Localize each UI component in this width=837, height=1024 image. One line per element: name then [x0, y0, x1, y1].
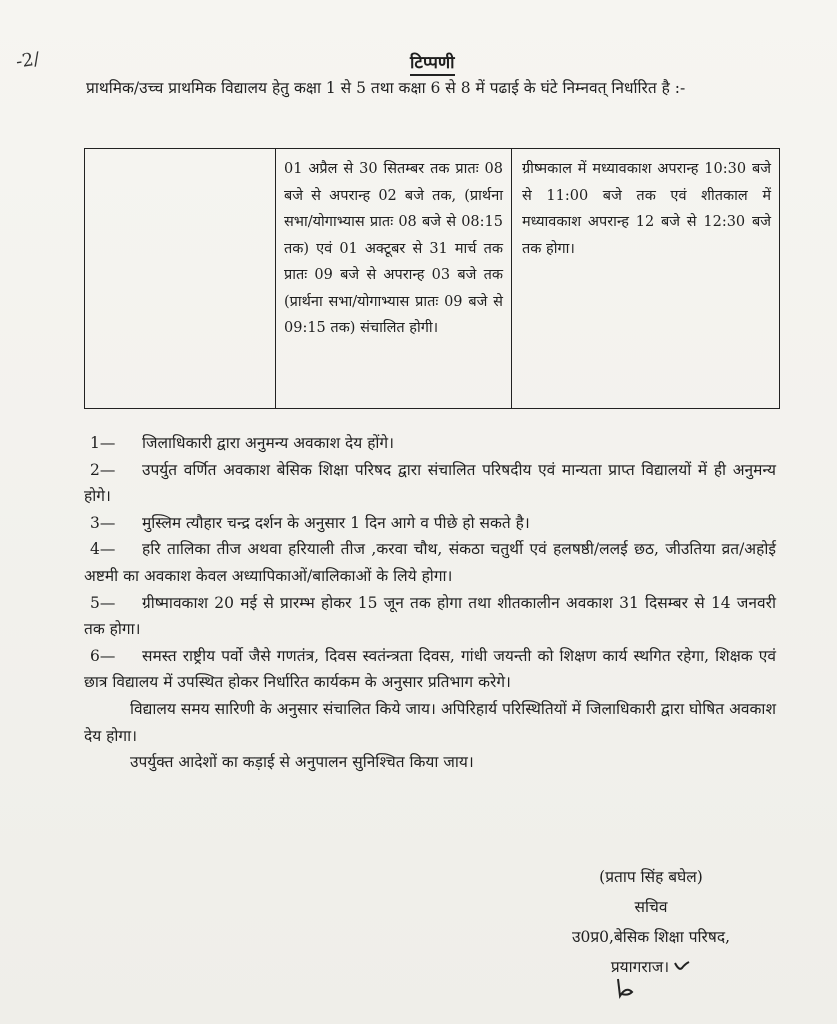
- signature-block: [526, 862, 776, 983]
- note-text: उपर्युत वर्णित अवकाश बेसिक शिक्षा परिषद द्वारा संचालित परिषदीय एवं मान्यता प्राप्त विद्यालयों में ही अनुमन्य होगे।: [84, 460, 776, 506]
- note-item: [84, 430, 776, 457]
- table-cell-blank: [85, 149, 276, 408]
- closing-paragraph: विद्यालय समय सारिणी के अनुसार संचालित किये जाय। अपिरिहार्य परिस्थितियों में जिलाधिकारी द्वारा घोषित अवकाश देय होगा।: [84, 699, 776, 745]
- note-text: मुस्लिम त्यौहार चन्द्र दर्शन के अनुसार 1 दिन आगे व पीछे हो सकते है।: [142, 513, 530, 532]
- intro-text: प्राथमिक/उच्च प्राथमिक विद्यालय हेतु कक्षा 1 से 5 तथा कक्षा 6 से 8 में पढाई के घंटे निम्नवत् निर्धारित है :-: [86, 79, 686, 97]
- table-cell-school-hours: 01 अप्रैल से 30 सितम्बर तक प्रातः 08 बजे से अपरान्ह 02 बजे तक, (प्रार्थना सभा/योगाभ्यास प्रातः 08 बजे से 08:15 तक) एवं 01 अक्टूबर से 31 मार्च तक प्रातः 09 बजे से अपरान्ह 03 बजे तक (प्रार्थना सभा/योगाभ्यास प्रातः 09 बजे से 09:15 तक) संचालित होगी।: [276, 149, 512, 408]
- note-item: [84, 590, 776, 643]
- signatory-place: प्रयागराज।: [610, 958, 670, 976]
- table-cell-break-time: ग्रीष्मकाल में मध्यावकाश अपरान्ह 10:30 बजे से 11:00 बजे तक एवं शीतकाल में मध्यावकाश अपरान्ह 12 बजे से 12:30 बजे तक होगा।: [522, 161, 771, 257]
- compliance-paragraph: उपर्युक्त आदेशों का कड़ाई से अनुपालन सुनिश्चित किया जाय।: [130, 753, 474, 772]
- note-number: 5—: [90, 593, 116, 612]
- signatory-name: (प्रताप सिंह बघेल): [599, 868, 703, 886]
- notes-list: [84, 430, 776, 776]
- note-item: [84, 457, 776, 510]
- note-number: 6—: [90, 646, 116, 665]
- note-text: समस्त राष्ट्रीय पर्वो जैसे गणतंत्र, दिवस स्वतंन्त्रता दिवस, गांधी जयन्ती को शिक्षण कार्य स्थगित रहेगा, शिक्षक एवं छात्र विद्यालय में उपस्थित होकर निर्धारित कार्यकम के अनुसार प्रतिभाग करेगे।: [84, 646, 776, 692]
- note-item: [84, 536, 776, 589]
- document-title: टिप्पणी: [410, 50, 455, 76]
- timing-table: [84, 148, 780, 409]
- note-number: 1—: [90, 434, 116, 452]
- handwritten-initial-icon: [612, 976, 642, 1004]
- note-item: [84, 510, 776, 537]
- note-number: 2—: [90, 460, 116, 479]
- signatory-designation: सचिव: [634, 898, 668, 916]
- note-number: 4—: [90, 540, 116, 559]
- handwritten-tick-icon: [673, 953, 691, 983]
- signatory-office: उ0प्र0,बेसिक शिक्षा परिषद,: [571, 928, 731, 946]
- note-text: जिलाधिकारी द्वारा अनुमन्य अवकाश देय होंगे।: [142, 434, 395, 452]
- note-item: [84, 643, 776, 696]
- note-text: ग्रीष्मावकाश 20 मई से प्रारम्भ होकर 15 जून तक होगा तथा शीतकालीन अवकाश 31 दिसम्बर से 14 जनवरी तक होगा।: [84, 593, 776, 639]
- margin-mark: -2/: [14, 48, 41, 73]
- note-number: 3—: [90, 513, 116, 532]
- note-text: हरि तालिका तीज अथवा हरियाली तीज ,करवा चौथ, संकठा चतुर्थी एवं हलषष्ठी/ललई छठ, जीउतिया व्रत/अहोई अष्टमी का अवकाश केवल अध्यापिकाओं/बालिकाओं के लिये होगा।: [84, 540, 776, 585]
